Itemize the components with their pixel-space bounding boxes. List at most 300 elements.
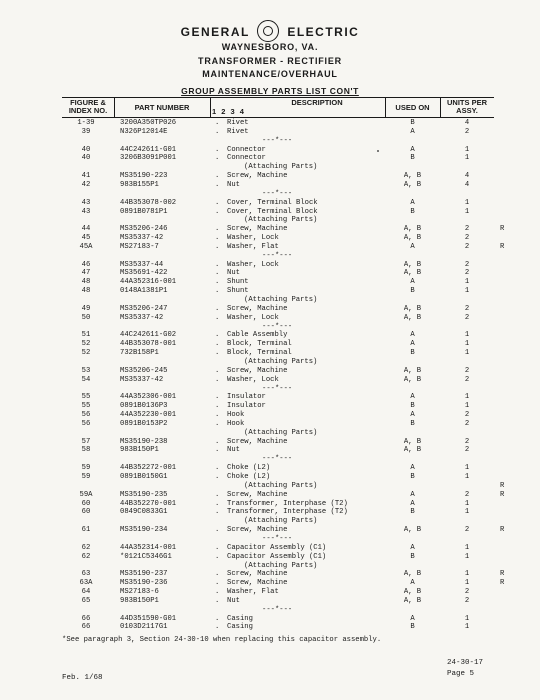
- table-row: [0, 181, 540, 189]
- row-description: Casing: [227, 623, 253, 632]
- row-part-number: MS35190-237: [120, 570, 168, 579]
- row-part-number: MS35206-246: [120, 225, 168, 234]
- row-part-number: 44A352314-001: [120, 543, 177, 552]
- row-description: Block, Terminal: [227, 349, 292, 358]
- table-row: [0, 570, 540, 578]
- row-part-number: MS27183-7: [120, 242, 159, 251]
- table-row: [0, 163, 540, 171]
- row-figure-index: 66: [81, 623, 91, 632]
- row-part-number: 44A352306-001: [120, 393, 177, 402]
- row-units-per-assy: 2: [464, 375, 470, 384]
- row-description: (Attaching Parts): [244, 428, 318, 437]
- row-description: Washer, Flat: [227, 588, 279, 597]
- row-used-on: B: [410, 349, 415, 358]
- table-row: [0, 349, 540, 357]
- row-indent-dot: .: [215, 269, 220, 278]
- parts-list-title: GROUP ASSEMBLY PARTS LIST CON'T: [181, 86, 359, 96]
- table-row: [0, 190, 540, 198]
- row-part-number: N326P12014E: [120, 127, 168, 136]
- row-used-on: B: [410, 473, 415, 481]
- row-figure-index: 63A: [79, 579, 93, 588]
- row-used-on: B: [410, 508, 415, 517]
- row-indent-dot: .: [215, 543, 220, 552]
- row-figure-index: 39: [81, 127, 91, 136]
- row-used-on: A, B: [403, 304, 422, 313]
- table-row: [0, 482, 540, 490]
- table-row: [0, 269, 540, 277]
- row-figure-index: 64: [81, 588, 91, 597]
- table-row: [0, 340, 540, 348]
- row-used-on: A: [410, 127, 415, 136]
- table-row: [0, 464, 540, 472]
- row-figure-index: 45: [81, 234, 91, 243]
- table-row: [0, 491, 540, 499]
- row-indent-dot: .: [215, 287, 220, 296]
- row-used-on: B: [410, 552, 415, 561]
- row-figure-index: 41: [81, 172, 91, 181]
- row-indent-dot: .: [215, 393, 220, 402]
- row-used-on: A, B: [403, 375, 422, 384]
- table-row: [0, 323, 540, 331]
- table-row: [0, 234, 540, 242]
- row-part-number: MS35206-245: [120, 366, 168, 375]
- row-indent-dot: .: [215, 588, 220, 597]
- row-units-per-assy: 2: [464, 242, 470, 251]
- table-row: [0, 446, 540, 454]
- table-row: [0, 455, 540, 463]
- row-part-number: MS27183-6: [120, 588, 159, 597]
- row-description: Connector: [227, 145, 266, 154]
- row-used-on: A, B: [403, 313, 422, 322]
- table-row: [0, 420, 540, 428]
- row-figure-index: 66: [81, 614, 91, 623]
- row-indent-dot: .: [215, 260, 220, 269]
- row-part-number: 0849C0833G1: [120, 508, 168, 517]
- row-description: ---*---: [262, 534, 293, 543]
- row-description: Washer, Flat: [227, 242, 279, 251]
- row-figure-index: 65: [81, 596, 91, 605]
- row-units-per-assy: 2: [464, 411, 470, 420]
- row-figure-index: 56: [81, 419, 91, 428]
- row-used-on: A: [410, 490, 415, 499]
- row-figure-index: 52: [81, 340, 91, 349]
- row-description: Rivet: [227, 119, 249, 127]
- row-figure-index: 55: [81, 402, 91, 411]
- row-description: Washer, Lock: [227, 313, 279, 322]
- table-row: [0, 376, 540, 384]
- col-header-figure: [62, 99, 114, 115]
- row-figure-index: 60: [81, 499, 91, 508]
- row-part-number: 0891B0153P2: [120, 419, 168, 428]
- table-row: [0, 225, 540, 233]
- row-description: ---*---: [262, 455, 293, 464]
- row-description: Choke (L2): [227, 473, 271, 481]
- row-used-on: A: [410, 145, 415, 154]
- row-used-on: A, B: [403, 225, 422, 234]
- row-indent-dot: .: [215, 234, 220, 243]
- row-indent-dot: .: [215, 508, 220, 517]
- row-figure-index: 58: [81, 446, 91, 455]
- row-units-per-assy: 4: [464, 119, 470, 127]
- row-description: Connector: [227, 154, 266, 163]
- row-units-per-assy: 2: [464, 596, 470, 605]
- row-used-on: A, B: [403, 570, 422, 579]
- row-used-on: B: [410, 154, 415, 163]
- row-units-per-assy: 1: [464, 552, 470, 561]
- row-indent-dot: .: [215, 119, 220, 127]
- row-indent-dot: .: [215, 304, 220, 313]
- row-indent-dot: .: [215, 402, 220, 411]
- row-description: Transformer, Interphase (T2): [227, 499, 348, 508]
- row-part-number: MS35190-236: [120, 579, 168, 588]
- row-figure-index: 1-39: [77, 119, 95, 127]
- col-header-levels: 1 2 3 4: [212, 107, 244, 116]
- row-figure-index: 48: [81, 287, 91, 296]
- col-header-figure-line1: FIGURE &: [70, 98, 106, 107]
- row-part-number: MS35190-238: [120, 437, 168, 446]
- row-description: Nut: [227, 596, 240, 605]
- row-figure-index: 43: [81, 207, 91, 216]
- row-description: Choke (L2): [227, 464, 271, 473]
- table-row: [0, 579, 540, 587]
- row-figure-index: 61: [81, 526, 91, 535]
- row-used-on: B: [410, 402, 415, 411]
- row-description: (Attaching Parts): [244, 296, 318, 304]
- table-row: [0, 146, 540, 154]
- row-indent-dot: .: [215, 473, 220, 481]
- row-figure-index: 43: [81, 198, 91, 207]
- row-part-number: 44B353078-002: [120, 198, 177, 207]
- row-part-number: MS35691-422: [120, 269, 168, 278]
- row-indent-dot: .: [215, 180, 220, 189]
- row-description: ---*---: [262, 322, 293, 331]
- col-header-units-line2: ASSY.: [456, 106, 478, 115]
- footer-doc-number: 24-30-17: [447, 659, 484, 667]
- row-units-per-assy: 2: [464, 269, 470, 278]
- row-part-number: 3200A350TP026: [120, 119, 177, 127]
- table-row: [0, 154, 540, 162]
- row-description: Cable Assembly: [227, 331, 288, 340]
- row-units-per-assy: 2: [464, 313, 470, 322]
- row-part-number: 0891B0136P3: [120, 402, 168, 411]
- row-indent-dot: .: [215, 313, 220, 322]
- row-units-per-assy: 1: [464, 543, 470, 552]
- row-units-per-assy: 2: [464, 437, 470, 446]
- table-row: [0, 216, 540, 224]
- ge-logo-icon: [257, 20, 279, 42]
- maintenance-title: MAINTENANCE/OVERHAUL: [202, 69, 338, 79]
- row-description: Nut: [227, 180, 240, 189]
- row-figure-index: 62: [81, 552, 91, 561]
- row-description: Screw, Machine: [227, 437, 288, 446]
- row-used-on: A, B: [403, 234, 422, 243]
- row-description: (Attaching Parts): [244, 216, 318, 225]
- row-part-number: MS35337-42: [120, 375, 164, 384]
- row-indent-dot: .: [215, 490, 220, 499]
- row-used-on: A: [410, 614, 415, 623]
- row-description: ---*---: [262, 384, 293, 393]
- row-revision-mark: R: [500, 570, 505, 579]
- replacement-note: *See paragraph 3, Section 24-30-10 when replacing this capacitor assembly.: [62, 636, 382, 644]
- row-used-on: A: [410, 198, 415, 207]
- row-indent-dot: .: [215, 411, 220, 420]
- row-used-on: A: [410, 393, 415, 402]
- row-used-on: A, B: [403, 446, 422, 455]
- row-used-on: A, B: [403, 260, 422, 269]
- row-units-per-assy: 1: [464, 499, 470, 508]
- row-units-per-assy: 2: [464, 366, 470, 375]
- row-units-per-assy: 1: [464, 579, 470, 588]
- row-description: Cover, Terminal Block: [227, 198, 318, 207]
- row-used-on: A, B: [403, 526, 422, 535]
- row-units-per-assy: 1: [464, 614, 470, 623]
- table-row: [0, 500, 540, 508]
- row-units-per-assy: 1: [464, 154, 470, 163]
- row-figure-index: 48: [81, 278, 91, 287]
- row-units-per-assy: 1: [464, 331, 470, 340]
- row-description: Transformer, Interphase (T2): [227, 508, 348, 517]
- row-description: Screw, Machine: [227, 579, 288, 588]
- row-used-on: A: [410, 411, 415, 420]
- row-figure-index: 53: [81, 366, 91, 375]
- table-row: [0, 411, 540, 419]
- row-figure-index: 50: [81, 313, 91, 322]
- row-description: Capacitor Assembly (C1): [227, 552, 327, 561]
- row-used-on: A: [410, 340, 415, 349]
- table-row: [0, 562, 540, 570]
- row-figure-index: 40: [81, 154, 91, 163]
- row-description: Block, Terminal: [227, 340, 292, 349]
- row-part-number: 44D351590-G01: [120, 614, 177, 623]
- row-part-number: MS35190-234: [120, 526, 168, 535]
- row-revision-mark: R: [500, 490, 505, 499]
- table-row: [0, 473, 540, 481]
- row-figure-index: 63: [81, 570, 91, 579]
- table-row: [0, 615, 540, 623]
- row-used-on: A: [410, 464, 415, 473]
- row-units-per-assy: 4: [464, 172, 470, 181]
- row-description: Screw, Machine: [227, 225, 288, 234]
- row-units-per-assy: 1: [464, 473, 470, 481]
- row-description: ---*---: [262, 605, 293, 614]
- row-units-per-assy: 2: [464, 127, 470, 136]
- row-figure-index: 59A: [79, 490, 93, 499]
- row-description: Nut: [227, 446, 240, 455]
- row-description: ---*---: [262, 189, 293, 198]
- row-used-on: A, B: [403, 180, 422, 189]
- row-figure-index: 54: [81, 375, 91, 384]
- brand-name-left: GENERAL: [180, 25, 250, 40]
- row-part-number: 0148A1381P1: [120, 287, 168, 296]
- row-indent-dot: .: [215, 278, 220, 287]
- table-row: [0, 544, 540, 552]
- table-row: [0, 137, 540, 145]
- row-part-number: MS35337-42: [120, 234, 164, 243]
- row-description: ---*---: [262, 136, 293, 145]
- row-indent-dot: .: [215, 623, 220, 632]
- table-row: [0, 305, 540, 313]
- table-row: [0, 429, 540, 437]
- table-row: [0, 314, 540, 322]
- row-units-per-assy: 2: [464, 588, 470, 597]
- row-indent-dot: .: [215, 172, 220, 181]
- col-header-used-on: USED ON: [395, 103, 430, 112]
- row-figure-index: 47: [81, 269, 91, 278]
- row-figure-index: 55: [81, 393, 91, 402]
- row-indent-dot: .: [215, 464, 220, 473]
- table-row: [0, 128, 540, 136]
- row-used-on: A: [410, 543, 415, 552]
- row-description: Screw, Machine: [227, 570, 288, 579]
- row-units-per-assy: 2: [464, 419, 470, 428]
- table-row: [0, 296, 540, 304]
- row-description: Shunt: [227, 287, 249, 296]
- row-description: Washer, Lock: [227, 234, 279, 243]
- row-figure-index: 59: [81, 464, 91, 473]
- row-units-per-assy: 2: [464, 260, 470, 269]
- table-row: [0, 588, 540, 596]
- table-row: [0, 402, 540, 410]
- table-row: [0, 535, 540, 543]
- row-indent-dot: .: [215, 340, 220, 349]
- row-part-number: 44A352316-001: [120, 278, 177, 287]
- row-description: Casing: [227, 614, 253, 623]
- row-used-on: A: [410, 242, 415, 251]
- row-units-per-assy: 2: [464, 304, 470, 313]
- table-top-rule: [62, 97, 494, 98]
- row-description: Insulator: [227, 402, 266, 411]
- row-units-per-assy: 2: [464, 225, 470, 234]
- row-revision-mark: R: [500, 579, 505, 588]
- row-used-on: A, B: [403, 437, 422, 446]
- row-part-number: 44A352230-001: [120, 411, 177, 420]
- table-row: [0, 358, 540, 366]
- row-used-on: B: [410, 419, 415, 428]
- table-row: [0, 199, 540, 207]
- row-part-number: MS35190-235: [120, 490, 168, 499]
- row-used-on: A, B: [403, 588, 422, 597]
- row-indent-dot: .: [215, 225, 220, 234]
- row-units-per-assy: 1: [464, 464, 470, 473]
- row-part-number: MS35337-44: [120, 260, 164, 269]
- city-line: WAYNESBORO, VA.: [221, 42, 319, 52]
- row-figure-index: 51: [81, 331, 91, 340]
- table-row: [0, 517, 540, 525]
- row-part-number: 983B155P1: [120, 180, 159, 189]
- row-part-number: MS35190-223: [120, 172, 168, 181]
- row-part-number: 44C242611-G01: [120, 145, 177, 154]
- row-figure-index: 49: [81, 304, 91, 313]
- row-part-number: *0121C5346G1: [120, 552, 172, 561]
- row-description: Screw, Machine: [227, 526, 288, 535]
- col-divider: [210, 97, 211, 117]
- row-indent-dot: .: [215, 375, 220, 384]
- row-units-per-assy: 1: [464, 287, 470, 296]
- row-units-per-assy: 1: [464, 623, 470, 632]
- row-part-number: 44B353078-001: [120, 340, 177, 349]
- row-figure-index: 59: [81, 473, 91, 481]
- row-indent-dot: .: [215, 154, 220, 163]
- row-indent-dot: .: [215, 499, 220, 508]
- row-revision-mark: R: [500, 242, 505, 251]
- row-figure-index: 56: [81, 411, 91, 420]
- row-revision-mark: R: [500, 526, 505, 535]
- row-units-per-assy: 2: [464, 446, 470, 455]
- row-units-per-assy: 4: [464, 180, 470, 189]
- row-used-on: B: [410, 207, 415, 216]
- row-figure-index: 62: [81, 543, 91, 552]
- footer-page-number: Page 5: [447, 670, 475, 678]
- row-used-on: A, B: [403, 269, 422, 278]
- col-header-part: PART NUMBER: [134, 103, 190, 112]
- row-indent-dot: .: [215, 526, 220, 535]
- scan-speck: [377, 150, 379, 152]
- row-units-per-assy: 1: [464, 278, 470, 287]
- row-part-number: 983B150P1: [120, 596, 159, 605]
- row-description: Screw, Machine: [227, 172, 288, 181]
- row-part-number: 983B150P1: [120, 446, 159, 455]
- row-indent-dot: .: [215, 366, 220, 375]
- table-row: [0, 261, 540, 269]
- table-row: [0, 243, 540, 251]
- table-row: [0, 252, 540, 260]
- row-description: (Attaching Parts): [244, 561, 318, 570]
- row-description: Screw, Machine: [227, 366, 288, 375]
- row-description: Nut: [227, 269, 240, 278]
- row-units-per-assy: 1: [464, 207, 470, 216]
- row-description: Washer, Lock: [227, 260, 279, 269]
- row-used-on: B: [410, 119, 415, 127]
- table-row: [0, 287, 540, 295]
- brand-name-right: ELECTRIC: [287, 25, 360, 40]
- row-description: (Attaching Parts): [244, 517, 318, 526]
- table-row: [0, 278, 540, 286]
- row-description: Rivet: [227, 127, 249, 136]
- row-indent-dot: .: [215, 596, 220, 605]
- row-description: (Attaching Parts): [244, 357, 318, 366]
- row-indent-dot: .: [215, 207, 220, 216]
- row-description: Cover, Terminal Block: [227, 207, 318, 216]
- row-part-number: 44B352270-001: [120, 499, 177, 508]
- row-indent-dot: .: [215, 198, 220, 207]
- row-part-number: 44B352272-001: [120, 464, 177, 473]
- row-description: Shunt: [227, 278, 249, 287]
- table-row: [0, 526, 540, 534]
- row-units-per-assy: 1: [464, 198, 470, 207]
- row-used-on: A, B: [403, 366, 422, 375]
- table-row: [0, 367, 540, 375]
- row-figure-index: 52: [81, 349, 91, 358]
- row-used-on: A, B: [403, 172, 422, 181]
- row-indent-dot: .: [215, 419, 220, 428]
- col-header-description: DESCRIPTION: [291, 98, 343, 107]
- row-indent-dot: .: [215, 127, 220, 136]
- table-row: [0, 331, 540, 339]
- row-description: (Attaching Parts): [244, 481, 318, 490]
- row-units-per-assy: 2: [464, 234, 470, 243]
- table-row: [0, 438, 540, 446]
- row-description: Washer, Lock: [227, 375, 279, 384]
- row-used-on: B: [410, 623, 415, 632]
- row-description: Hook: [227, 419, 245, 428]
- row-part-number: 0891B0150G1: [120, 473, 168, 481]
- table-row: [0, 208, 540, 216]
- row-units-per-assy: 2: [464, 490, 470, 499]
- row-indent-dot: .: [215, 570, 220, 579]
- row-units-per-assy: 1: [464, 393, 470, 402]
- table-row: [0, 385, 540, 393]
- row-units-per-assy: 1: [464, 349, 470, 358]
